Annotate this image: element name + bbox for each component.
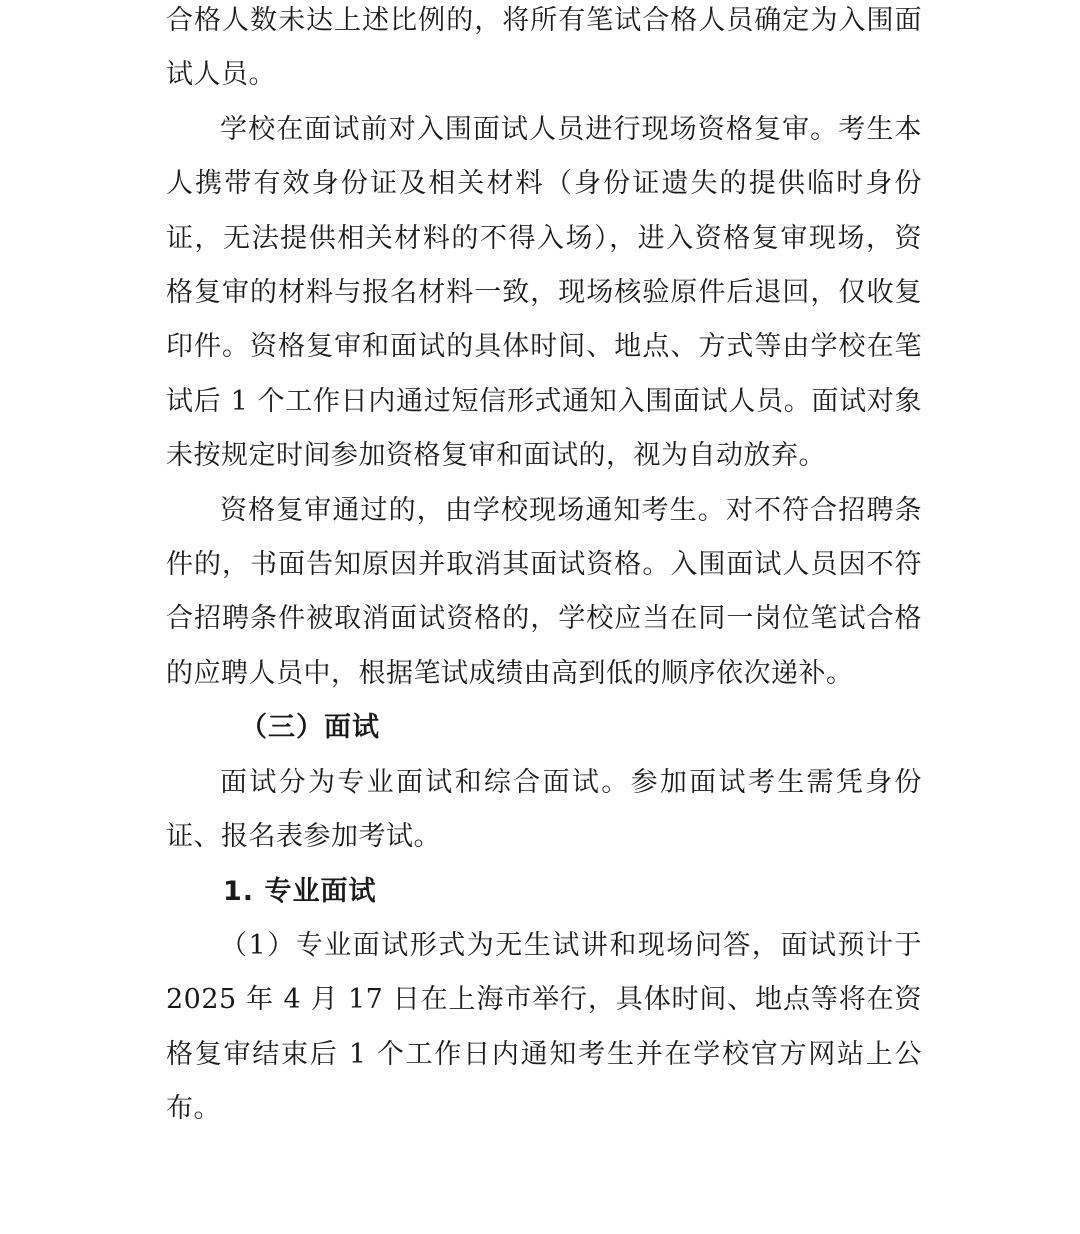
- document-body: [166, 0, 922, 1137]
- paragraph-review-result: 资格复审通过的，由学校现场通知考生。对不符合招聘条件的，书面告知原因并取消其面试资格。入围面试人员因不符合招聘条件被取消面试资格的，学校应当在同一岗位笔试合格的应聘人员中，根据笔试成绩由高到低的顺序依次递补。: [166, 494, 922, 689]
- paragraph-interview-types: 面试分为专业面试和综合面试。参加面试考生需凭身份证、报名表参加考试。: [166, 766, 922, 853]
- paragraph-continued: 合格人数未达上述比例的，将所有笔试合格人员确定为入围面试人员。: [166, 5, 922, 91]
- subheading-professional-interview: 1. 专业面试: [223, 875, 377, 907]
- paragraph-qualification-review: 学校在面试前对入围面试人员进行现场资格复审。考生本人携带有效身份证及相关材料（身份证遗失的提供临时身份证，无法提供相关材料的不得入场），进入资格复审现场，资格复审的材料与报名材料一致，现场核验原件后退回，仅收复印件。资格复审和面试的具体时间、地点、方式等由学校在笔试后 1 个工作日内通过短信形式通知入围面试人员。面试对象未按规定时间参加资格复审和面试的，视为自动放弃。: [166, 113, 922, 472]
- section-heading-interview: （三）面试: [240, 712, 380, 744]
- paragraph-professional-interview: （1）专业面试形式为无生试讲和现场问答，面试预计于 2025 年 4 月 17 日在上海市举行，具体时间、地点等将在资格复审结束后 1 个工作日内通知考生并在学校官方网站上公布。: [166, 929, 922, 1125]
